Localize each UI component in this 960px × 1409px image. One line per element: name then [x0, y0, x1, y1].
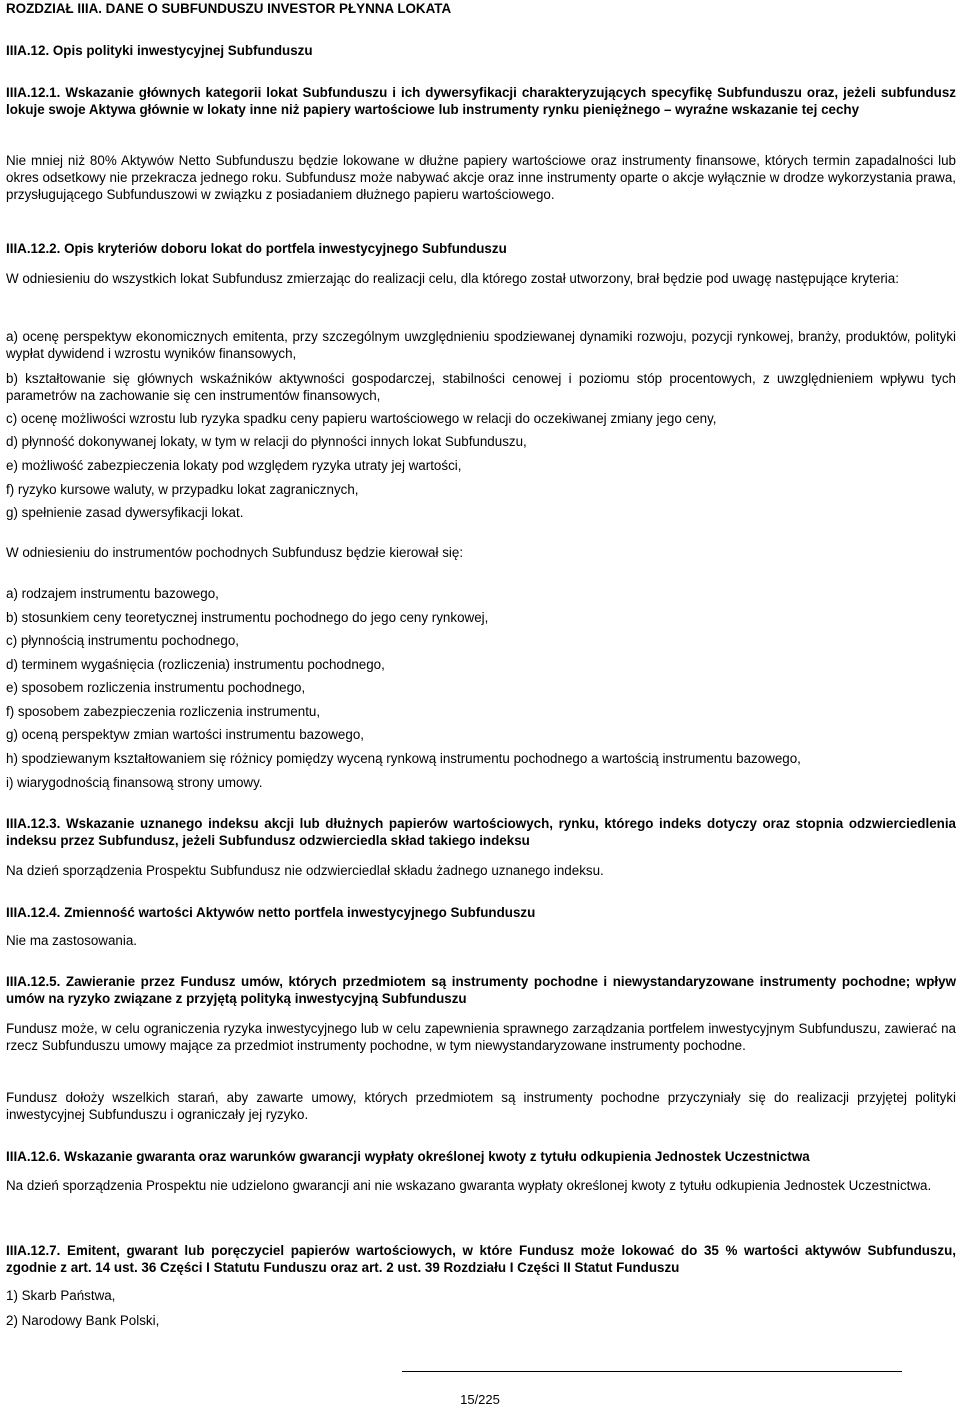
section-7-heading	[6, 1242, 956, 1276]
derivatives-item: a) rodzajem instrumentu bazowego,	[6, 586, 219, 601]
derivatives-item: i) wiarygodnością finansową strony umowy.	[6, 775, 263, 790]
page-number: 15/225	[460, 1392, 500, 1407]
criteria-item: f) ryzyko kursowe waluty, w przypadku lokat zagranicznych,	[6, 482, 359, 497]
criteria-item: d) płynność dokonywanej lokaty, w tym w relacji do płynności innych lokat Subfunduszu,	[6, 434, 527, 449]
section-5-paragraph-1: Fundusz może, w celu ograniczenia ryzyka inwestycyjnego lub w celu zapewnienia sprawnego zarządzania portfelem inwestycyjnym Subfunduszu, zawierać na rzecz Subfunduszu umowy mające za przedmiot instrumenty pochodne, w tym niewystandaryzowane instrumenty pochodne.	[6, 1021, 956, 1053]
section-7-heading-text: Emitent, gwarant lub poręczyciel papierów wartościowych, w które Fundusz może lokować do 35 % wartości aktywów Subfunduszu, zgodnie z art. 14 ust. 36 Części I Statutu Funduszu oraz art. 2 ust. 39 Rozdziału I Części II Statut Funduszu	[6, 1243, 956, 1275]
section-5-number: IIIA.12.5.	[6, 974, 61, 989]
section-5-heading-text: Zawieranie przez Fundusz umów, których przedmiotem są instrumenty pochodne i niewystandaryzowane instrumenty pochodne; wpływ umów na ryzyko związane z przyjętą polityką inwestycyjną Subfunduszu	[6, 974, 956, 1006]
chapter-title: ROZDZIAŁ IIIA. DANE O SUBFUNDUSZU INVESTOR PŁYNNA LOKATA	[6, 1, 452, 16]
derivatives-item: g) oceną perspektyw zmian wartości instrumentu bazowego,	[6, 727, 364, 742]
derivatives-item: f) sposobem zabezpieczenia rozliczenia instrumentu,	[6, 704, 321, 719]
derivatives-intro: W odniesieniu do instrumentów pochodnych Subfundusz będzie kierował się:	[6, 545, 464, 560]
section-3-number: IIIA.12.3.	[6, 816, 61, 831]
section-3-paragraph: Na dzień sporządzenia Prospektu Subfundusz nie odzwierciedlał składu żadnego uznanego indeksu.	[6, 863, 604, 878]
section-4-paragraph: Nie ma zastosowania.	[6, 933, 137, 948]
section-2-number: IIIA.12.2.	[6, 241, 61, 256]
criteria-item: a) ocenę perspektyw ekonomicznych emitenta, przy szczególnym uwzględnieniu spodziewanej dynamiki rozwoju, pozycji rynkowej, branży, produktów, polityki wypłat dywidend i wzrostu wyników finansowych,	[6, 329, 956, 361]
section-6-heading-text: Wskazanie gwaranta oraz warunków gwarancji wypłaty określonej kwoty z tytułu odkupienia Jednostek Uczestnictwa	[64, 1149, 810, 1164]
criteria-item: c) ocenę możliwości wzrostu lub ryzyka spadku ceny papieru wartościowego w relacji do oczekiwanej zmiany jego ceny,	[6, 411, 717, 426]
section-3-heading-text: Wskazanie uznanego indeksu akcji lub dłużnych papierów wartościowych, rynku, którego indeks dotyczy oraz stopnia odzwierciedlenia indeksu przez Subfundusz, jeżeli Subfundusz odzwierciedla skład takiego indeksu	[6, 816, 956, 848]
section-1-paragraph: Nie mniej niż 80% Aktywów Netto Subfunduszu będzie lokowane w dłużne papiery wartościowe oraz instrumenty finansowe, których termin zapadalności lub okres odsetkowy nie przekracza jednego roku. Subfundusz może nabywać akcje oraz inne instrumenty oparte o akcje wyłącznie w drodze wykorzystania prawa, przysługującego Subfunduszowi w związku z posiadaniem dłużnego papieru wartościowego.	[6, 153, 956, 202]
section-5-heading	[6, 973, 956, 1007]
section-title: IIIA.12. Opis polityki inwestycyjnej Subfunduszu	[6, 43, 313, 58]
list-item: 2) Narodowy Bank Polski,	[6, 1313, 160, 1328]
section-1-heading	[6, 84, 956, 118]
criteria-item: g) spełnienie zasad dywersyfikacji lokat.	[6, 505, 244, 520]
section-2-heading	[6, 240, 956, 257]
derivatives-item: h) spodziewanym kształtowaniem się różnicy pomiędzy wyceną rynkową instrumentu pochodnego a wartością instrumentu bazowego,	[6, 751, 801, 766]
section-1-heading-text: Wskazanie głównych kategorii lokat Subfunduszu i ich dywersyfikacji charakteryzujących specyfikę Subfunduszu oraz, jeżeli subfundusz lokuje swoje Aktywa głównie w lokaty inne niż papiery wartościowe lub instrumenty rynku pieniężnego – wyraźne wskazanie tej cechy	[6, 85, 956, 117]
section-6-paragraph: Na dzień sporządzenia Prospektu nie udzielono gwarancji ani nie wskazano gwaranta wypłaty określonej kwoty z tytułu odkupienia Jednostek Uczestnictwa.	[6, 1178, 932, 1193]
section-4-heading-text: Zmienność wartości Aktywów netto portfela inwestycyjnego Subfunduszu	[64, 905, 536, 920]
derivatives-item: d) terminem wygaśnięcia (rozliczenia) instrumentu pochodnego,	[6, 657, 385, 672]
criteria-item: e) możliwość zabezpieczenia lokaty pod względem ryzyka utraty jej wartości,	[6, 458, 462, 473]
section-4-heading	[6, 904, 956, 921]
list-item: 1) Skarb Państwa,	[6, 1288, 116, 1303]
section-6-heading	[6, 1148, 956, 1165]
section-2-intro: W odniesieniu do wszystkich lokat Subfundusz zmierzając do realizacji celu, dla którego został utworzony, brał będzie pod uwagę następujące kryteria:	[6, 271, 899, 286]
derivatives-item: c) płynnością instrumentu pochodnego,	[6, 633, 239, 648]
footer-divider	[402, 1371, 902, 1372]
derivatives-item: e) sposobem rozliczenia instrumentu pochodnego,	[6, 680, 306, 695]
derivatives-item: b) stosunkiem ceny teoretycznej instrumentu pochodnego do jego ceny rynkowej,	[6, 610, 489, 625]
section-5-paragraph-2: Fundusz dołoży wszelkich starań, aby zawarte umowy, których przedmiotem są instrumenty pochodne przyczyniały się do realizacji przyjętej polityki inwestycyjnej Subfunduszu i ograniczały jej ryzyko.	[6, 1090, 956, 1122]
section-1-number: IIIA.12.1.	[6, 85, 61, 100]
section-4-number: IIIA.12.4.	[6, 905, 61, 920]
section-6-number: IIIA.12.6.	[6, 1149, 61, 1164]
section-2-heading-text: Opis kryteriów doboru lokat do portfela inwestycyjnego Subfunduszu	[64, 241, 507, 256]
section-3-heading	[6, 815, 956, 849]
criteria-item: b) kształtowanie się głównych wskaźników aktywności gospodarczej, stabilności cenowej i poziomu stóp procentowych, z uwzględnieniem wpływu tych parametrów na zachowanie się cen instrumentów finansowych,	[6, 371, 956, 403]
section-7-number: IIIA.12.7.	[6, 1243, 61, 1258]
